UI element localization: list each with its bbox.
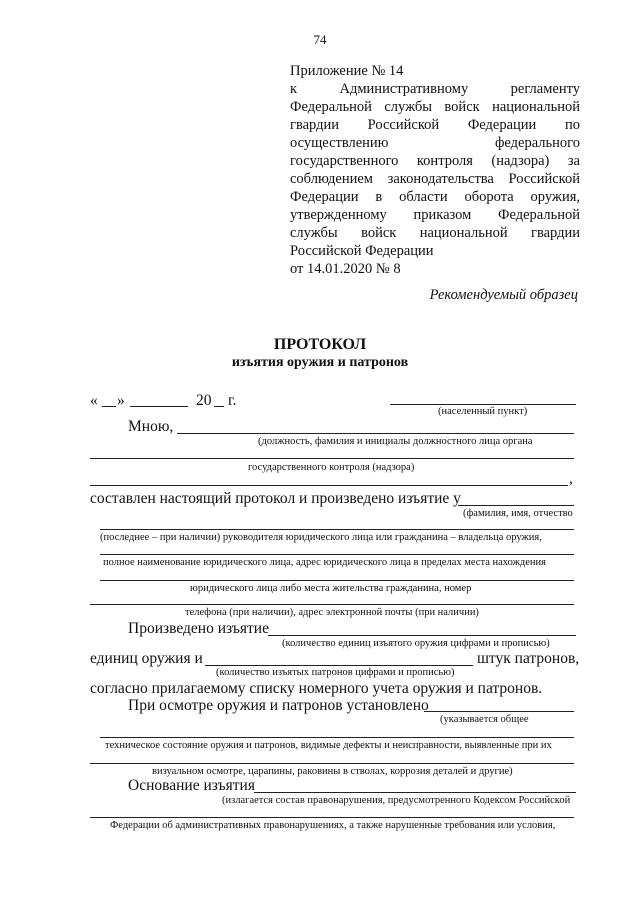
condition-caption-3: визуальном осмотре, царапины, раковины в стволах, коррозия деталей и другие) [152, 766, 513, 777]
weapons-count-field[interactable] [268, 635, 576, 636]
appendix-line: гвардии Российской Федерации по [290, 117, 580, 133]
drawn-up-text: составлен настоящий протокол и произведено изъятие у [90, 490, 461, 507]
month-field[interactable] [130, 406, 188, 407]
condition-field[interactable] [424, 711, 574, 712]
official-comma: , [569, 470, 573, 487]
appendix-line: соблюдением законодательства Российской [290, 171, 580, 187]
person-field-line-2[interactable] [100, 529, 574, 530]
official-field-line-2[interactable] [90, 458, 574, 459]
appendix-line: утвержденному приказом Федеральной [290, 207, 580, 223]
year-prefix: 20 [196, 392, 212, 409]
official-field-line-3[interactable] [90, 485, 568, 486]
appendix-line: Федерации в области оборота оружия, [290, 189, 580, 205]
sample-label: Рекомендуемый образец [429, 287, 578, 303]
locality-caption: (населенный пункт) [438, 406, 528, 417]
person-caption-3: полное наименование юридического лица, адрес юридического лица в пределах места нахождения [103, 557, 546, 568]
appendix-block [290, 62, 580, 278]
person-field-line-5[interactable] [90, 604, 574, 605]
per-list-text: согласно прилагаемому списку номерного учета оружия и патронов. [90, 680, 543, 697]
official-caption: (должность, фамилия и инициалы должностного лица органа [258, 436, 533, 447]
appendix-line: государственного контроля (надзора) за [290, 153, 580, 169]
condition-field-line-3[interactable] [90, 763, 574, 764]
year-field[interactable] [214, 406, 224, 407]
weapons-count-caption: (количество единиц изъятого оружия цифрами и прописью) [282, 638, 550, 649]
date-quote-open: « [90, 392, 98, 409]
grounds-field-line-2[interactable] [90, 817, 574, 818]
appendix-line: осуществлению федерального [290, 135, 580, 151]
condition-field-line-2[interactable] [100, 737, 574, 738]
document-title: ПРОТОКОЛ [273, 336, 367, 353]
condition-caption-2: техническое состояние оружия и патронов, видимые дефекты и неисправности, выявленные при их [105, 740, 552, 751]
grounds-field[interactable] [254, 792, 576, 793]
person-field[interactable] [458, 505, 574, 506]
rounds-count-field[interactable] [205, 665, 473, 666]
inspection-label: При осмотре оружия и патронов установлено [128, 697, 429, 714]
appendix-line: от 14.01.2020 № 8 [290, 261, 401, 277]
person-field-line-3[interactable] [100, 554, 574, 555]
person-caption-4: юридического лица либо места жительства гражданина, номер [190, 583, 472, 594]
rounds-pieces-label: штук патронов, [477, 650, 580, 667]
units-and-label: единиц оружия и [90, 650, 203, 667]
condition-caption-1: (указывается общее [440, 714, 529, 725]
seized-label: Произведено изъятие [128, 620, 269, 637]
appendix-line: к Административному регламенту [290, 81, 580, 97]
day-field[interactable] [102, 406, 116, 407]
appendix-line: Федеральной службы войск национальной [290, 99, 580, 115]
document-subtitle: изъятия оружия и патронов [231, 355, 409, 370]
official-caption-2: государственного контроля (надзора) [248, 462, 415, 473]
official-field[interactable] [177, 433, 574, 434]
person-caption-5: телефона (при наличии), адрес электронной почты (при наличии) [185, 607, 479, 618]
person-field-line-4[interactable] [100, 580, 574, 581]
locality-field[interactable] [390, 404, 576, 405]
date-quote-close: » [117, 392, 125, 409]
appendix-line: Приложение № 14 [290, 63, 404, 79]
appendix-line: службы войск национальной гвардии [290, 225, 580, 241]
rounds-count-caption: (количество изъятых патронов цифрами и прописью) [216, 667, 455, 678]
grounds-caption-1: (излагается состав правонарушения, предусмотренного Кодексом Российской [222, 795, 571, 806]
year-suffix: г. [228, 392, 237, 409]
grounds-caption-2: Федерации об административных правонарушениях, а также нарушенные требования или условия, [110, 820, 556, 831]
person-caption-2: (последнее – при наличии) руководителя юридического лица или гражданина – владельца оружия, [100, 532, 542, 543]
appendix-line: Российской Федерации [290, 243, 434, 259]
person-caption-1: (фамилия, имя, отчество [463, 508, 573, 519]
page-number: 74 [313, 32, 327, 47]
grounds-label: Основание изъятия [128, 777, 255, 794]
by-me-label: Мною, [128, 418, 174, 435]
